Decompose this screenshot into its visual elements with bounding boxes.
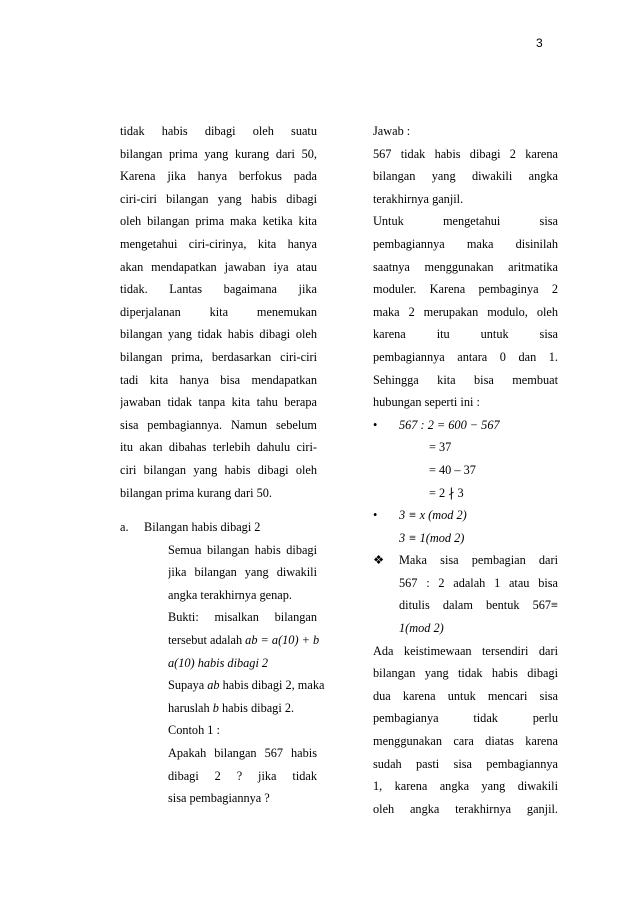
diamond-item	[373, 549, 558, 639]
text-line: dibagi 2 ? jika tidak	[168, 768, 317, 783]
list-label: a.	[120, 520, 129, 535]
bullet-congruence	[373, 504, 558, 549]
text-line: bilangan prima, berdasarkan ciri-ciri	[120, 349, 317, 364]
text-line: bilangan prima kurang dari 50.	[120, 485, 272, 500]
bukti-line: Bukti: misalkan bilangan	[168, 610, 317, 625]
text-line: 567 tidak habis dibagi 2 karena	[373, 146, 558, 161]
text-line: hubungan seperti ini :	[373, 395, 480, 410]
supaya-line: Supaya ab habis dibagi 2, maka	[168, 678, 325, 693]
text-line: oleh angka terakhirnya ganjil.	[373, 801, 558, 816]
equation-line: = 40 – 37	[429, 462, 476, 477]
text-line: jawaban tidak tanpa kita tahu berapa	[120, 395, 317, 410]
text-line: tidak. Lantas bagaimana jika	[120, 282, 317, 297]
bukti-line-2: tersebut adalah ab = a(10) + b	[168, 633, 320, 648]
page-number: 3	[536, 36, 543, 50]
text-line: pembagiannya antara 0 dan 1.	[373, 349, 558, 364]
text-line: Maka sisa pembagian dari	[399, 553, 558, 568]
text-line: oleh bilangan prima maka ketika kita	[120, 214, 317, 229]
equation-line: = 2 ∤ 3	[429, 485, 464, 500]
text-line: maka 2 merupakan modulo, oleh	[373, 304, 558, 319]
text-line: karena itu untuk sisa	[373, 327, 558, 342]
text-line: pembagianya tidak perlu	[373, 711, 558, 726]
text-line: angka terakhirnya genap.	[168, 587, 292, 602]
text-line: jika bilangan yang diwakili	[168, 565, 317, 580]
text-line: itu akan dibahas terlebih dahulu ciri-	[120, 440, 317, 455]
text-line: 567 : 2 adalah 1 atau bisa	[399, 575, 558, 590]
list-item-a	[120, 516, 325, 810]
congruence-line: 3 ≡ 1(mod 2)	[399, 530, 465, 545]
text-line: ciri bilangan yang habis dibagi oleh	[120, 462, 317, 477]
text-line: akan mendapatkan jawaban iya atau	[120, 259, 317, 274]
item-title: Bilangan habis dibagi 2	[144, 520, 261, 535]
right-column	[373, 120, 558, 820]
text-line: saatnya menggunakan aritmatika	[373, 259, 558, 274]
text-line: menggunakan cara diatas karena	[373, 734, 558, 749]
left-column	[120, 120, 325, 810]
text-line: bilangan yang tidak habis dibagi	[373, 666, 558, 681]
text-line: Sehingga kita bisa membuat	[373, 372, 558, 387]
text-line: ciri-ciri bilangan yang habis dibagi	[120, 191, 317, 206]
bullet-equation	[373, 414, 558, 437]
text-line: tidak habis dibagi oleh suatu	[120, 124, 317, 138]
bukti-line-3: a(10) habis dibagi 2	[168, 655, 269, 670]
text-line: sisa pembagiannya ?	[168, 791, 270, 806]
text-line: diperjalanan kita menemukan	[120, 304, 317, 319]
text-line: moduler. Karena pembaginya 2	[373, 282, 558, 297]
jawab-label: Jawab :	[373, 124, 411, 138]
text-line: dua karena untuk mencari sisa	[373, 688, 558, 703]
congruence-line: 3 ≡ x (mod 2)	[399, 508, 467, 523]
text-line: bilangan yang diwakili angka	[373, 169, 558, 184]
bullet-icon: •	[373, 508, 378, 523]
equation-line: 567 : 2 = 600 − 567	[399, 417, 500, 432]
text-line: 1(mod 2)	[399, 621, 444, 636]
text-line: 1, karena angka yang diwakili	[373, 779, 558, 794]
text-line: Semua bilangan habis dibagi	[168, 542, 317, 557]
text-line: Ada keistimewaan tersendiri dari	[373, 643, 558, 658]
text-line: ditulis dalam bentuk 567≡	[399, 598, 558, 613]
left-paragraph-1	[120, 120, 317, 504]
text-line: Apakah bilangan 567 habis	[168, 746, 317, 761]
text-line: sudah pasti sisa pembagiannya	[373, 756, 558, 771]
diamond-bullet-icon: ❖	[373, 553, 385, 568]
text-line: bilangan prima yang kurang dari 50,	[120, 146, 317, 161]
contoh-label: Contoh 1 :	[168, 723, 220, 738]
text-line: terakhirnya ganjil.	[373, 191, 464, 206]
text-line: bilangan yang tidak habis dibagi oleh	[120, 327, 317, 342]
text-line: Karena jika hanya berfokus pada	[120, 169, 317, 184]
text-line: sisa pembagiannya. Namun sebelum	[120, 417, 317, 432]
text-line: Untuk mengetahui sisa	[373, 214, 558, 229]
text-line: pembagiannya maka disinilah	[373, 236, 558, 251]
text-line: tadi kita hanya bisa mendapatkan	[120, 372, 317, 387]
bullet-icon: •	[373, 417, 378, 432]
haruslah-line: haruslah b habis dibagi 2.	[168, 700, 295, 715]
text-line: mengetahui ciri-cirinya, kita hanya	[120, 236, 317, 251]
equation-line: = 37	[429, 440, 452, 455]
